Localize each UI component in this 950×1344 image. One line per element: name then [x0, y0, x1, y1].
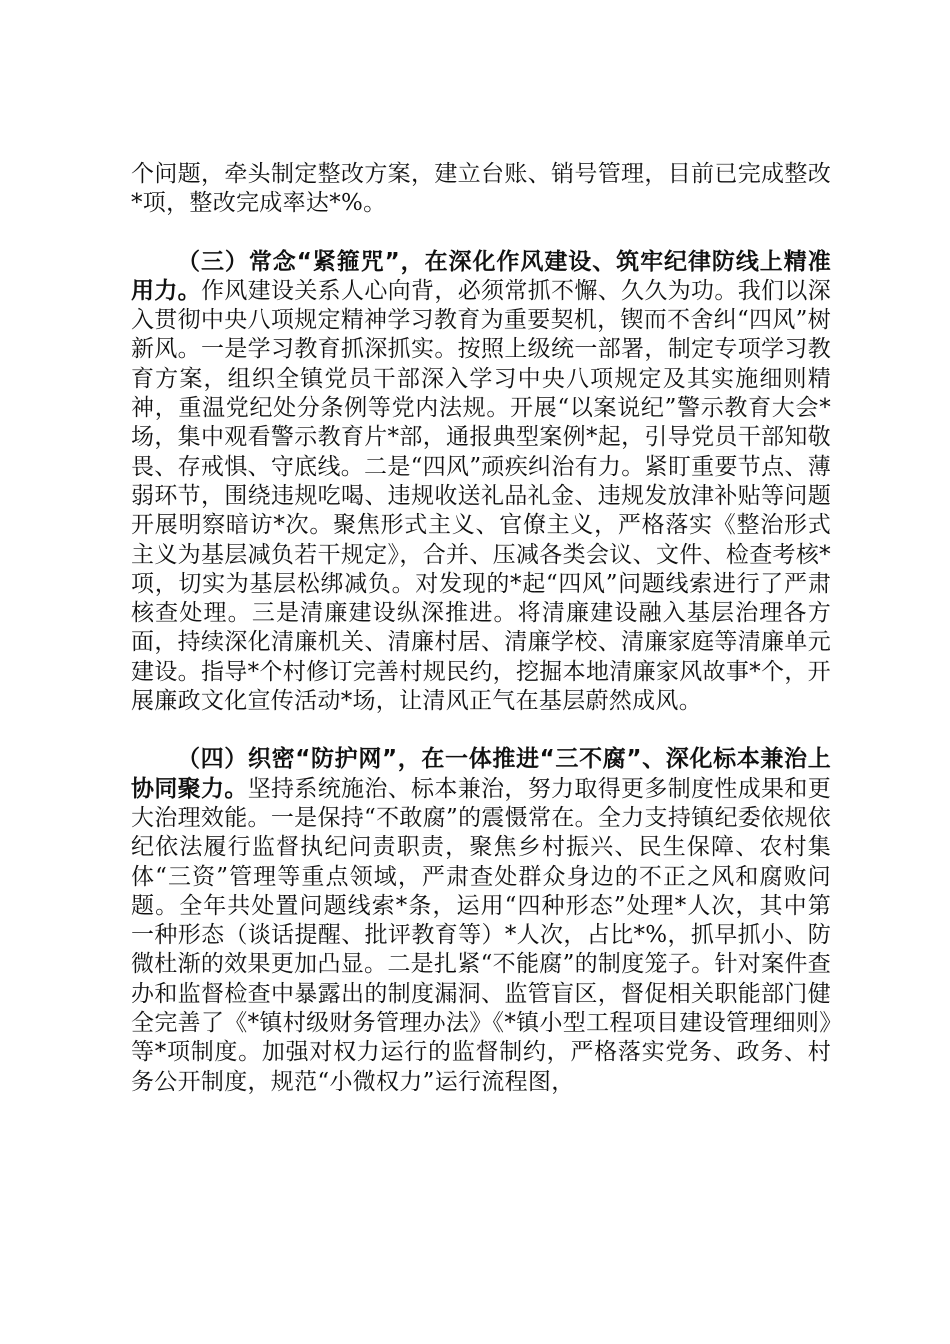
section-3-body: 作风建设关系人心向背，必须常抓不懈、久久为功。我们以深入贯彻中央八项规定精神学习教育为重要契机，锲而不舍纠“四风”树新风。一是学习教育抓深抓实。按照上级统一部署，制定专项学习教育方案，组织全镇党员干部深入学习中央八项规定及其实施细则精神，重温党纪处分条例等党内法规。开展“以案说纪”警示教育大会*场，集中观看警示教育片*部，通报典型案例*起，引导党员干部知敬畏、存戒惧、守底线。二是“四风”顽疾纠治有力。紧盯重要节点、薄弱环节，围绕违规吃喝、违规收送礼品礼金、违规发放津补贴等问题开展明察暗访*次。聚焦形式主义、官僚主义，严格落实《整治形式主义为基层减负若干规定》，合并、压减各类会议、文件、检查考核*项，切实为基层松绑减负。对发现的*起“四风”问题线索进行了严肃核查处理。三是清廉建设纵深推进。将清廉建设融入基层治理各方面，持续深化清廉机关、清廉村居、清廉学校、清廉家庭等清廉单元建设。指导*个村修订完善村规民约，挖掘本地清廉家风故事*个，开展廉政文化宣传活动*场，让清风正气在基层蔚然成风。: [131, 277, 831, 715]
paragraph-gap: [131, 716, 831, 745]
paragraph-gap: [131, 219, 831, 248]
document-body: [131, 160, 831, 1097]
section-4-heading: （四）织密“防护网”，在一体推进“三不腐”、深化标本兼治上协同聚力。: [131, 746, 831, 802]
section-4-paragraph: [131, 745, 831, 1097]
paragraph-continuation: 个问题，牵头制定整改方案，建立台账、销号管理，目前已完成整改*项，整改完成率达*%。: [131, 161, 831, 217]
section-3-paragraph: [131, 248, 831, 717]
section-4-body: 坚持系统施治、标本兼治，努力取得更多制度性成果和更大治理效能。一是保持“不敢腐”的震慑常在。全力支持镇纪委依规依纪依法履行监督执纪问责职责，聚焦乡村振兴、民生保障、农村集体“三资”管理等重点领域，严肃查处群众身边的不正之风和腐败问题。全年共处置问题线索*条，运用“四种形态”处理*人次，其中第一种形态（谈话提醒、批评教育等）*人次，占比*%，抓早抓小、防微杜渐的效果更加凸显。二是扎紧“不能腐”的制度笼子。针对案件查办和监督检查中暴露出的制度漏洞、监管盲区，督促相关职能部门健全完善了《*镇村级财务管理办法》《*镇小型工程项目建设管理细则》等*项制度。加强对权力运行的监督制约，严格落实党务、政务、村务公开制度，规范“小微权力”运行流程图，: [131, 775, 832, 1095]
section-3-heading: （三）常念“紧箍咒”，在深化作风建设、筑牢纪律防线上精准用力。: [131, 248, 831, 304]
